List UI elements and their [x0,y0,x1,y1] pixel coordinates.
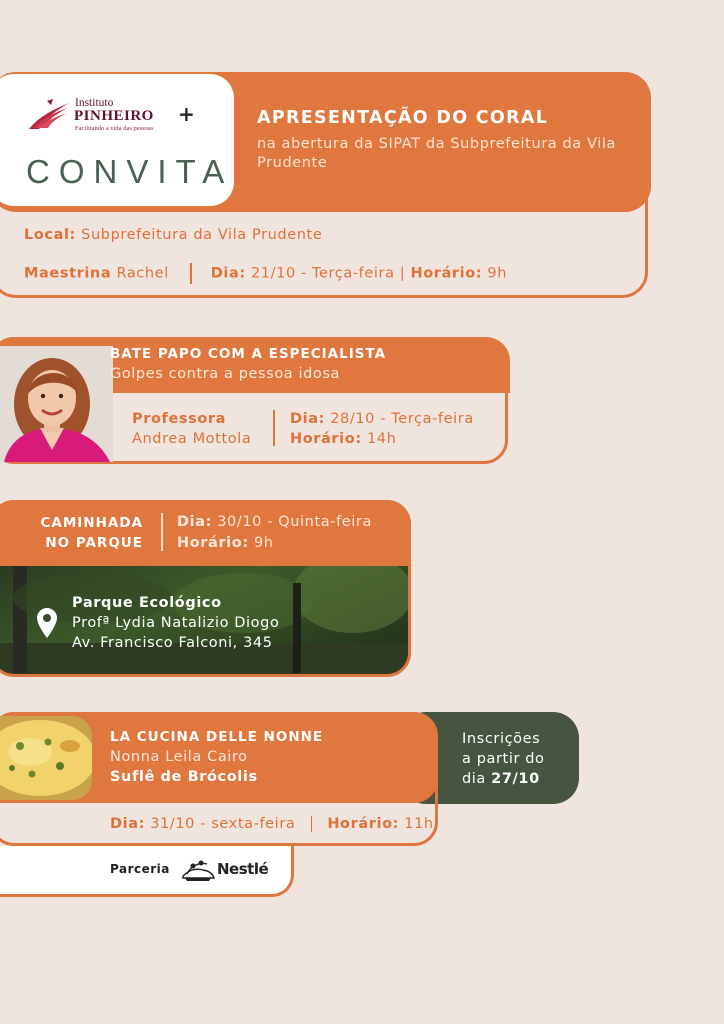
maestrina-value: Rachel [116,265,169,282]
logo-tagline: Facilitando a vida das pessoas [75,125,154,132]
speaker-info [132,409,251,449]
especialista-subtitle: Golpes contra a pessoa idosa [110,366,341,382]
logo-instituto-text: Instituto [75,97,114,109]
horario-label: Horário: [327,816,400,832]
plus-sign: + [178,102,196,126]
maestrina-label: Maestrina [24,265,112,282]
inscricoes-line1: Inscrições [462,731,541,747]
dia-label: Dia: [177,514,212,530]
park-address [72,593,279,653]
caminhada-title-line1: CAMINHADA [40,515,143,531]
inscricoes-line3: dia [462,771,486,787]
coral-title: APRESENTAÇÃO DO CORAL [257,108,549,128]
divider [190,263,192,284]
horario-label: Horário: [290,431,362,447]
speaker-role: Professora [132,411,227,427]
dia-label: Dia: [290,411,325,427]
cucina-schedule [110,816,434,832]
divider [311,816,313,832]
dia-value: 21/10 - Terça-feira | [250,265,406,282]
dia-value: 30/10 - Quinta-feira [217,514,372,530]
horario-value: 9h [487,265,508,282]
inscricoes-line2: a partir do [462,751,545,767]
horario-value: 11h [404,816,434,832]
nestle-nest-icon [181,856,215,882]
convita-logo: CONVITA [26,153,234,190]
inscricoes-date: 27/10 [491,771,540,787]
divider [161,513,163,551]
coral-info-row [24,263,507,284]
cucina-title: LA CUCINA DELLE NONNE [110,729,324,745]
dia-value: 28/10 - Terça-feira [330,411,474,427]
caminhada-title-line2: NO PARQUE [45,535,143,551]
horario-value: 9h [253,535,274,551]
logo-pinheiro-text: PINHEIRO [74,108,154,124]
divider [273,410,275,446]
horario-label: Horário: [177,535,249,551]
nestle-logo: Nestlé [217,860,269,878]
caminhada-schedule [177,512,372,554]
pinheiro-logo-icon [27,97,71,131]
especialista-title: BATE PAPO COM A ESPECIALISTA [110,346,387,362]
local-value: Subprefeitura da Vila Prudente [81,227,323,243]
partner-label: Parceria [110,862,170,876]
dia-label: Dia: [110,816,145,832]
speaker-photo [0,346,113,462]
dia-value: 31/10 - sexta-feira [150,816,296,832]
park-line2: Profª Lydia Natalizio Diogo [72,615,280,631]
inscricoes-text [462,729,545,789]
dia-label: Dia: [210,265,246,282]
caminhada-title [40,513,143,553]
park-line3: Av. Francisco Falconi, 345 [72,635,273,651]
cucina-subtitle: Nonna Leila Cairo [110,749,248,765]
coral-location [24,227,322,243]
park-name: Parque Ecológico [72,595,222,611]
cucina-dish: Suflê de Brócolis [110,769,258,785]
map-pin-icon [37,608,57,638]
especialista-schedule [290,409,474,449]
coral-subtitle: na abertura da SIPAT da Subprefeitura da Vila Prudente [257,136,616,171]
souffle-photo [0,716,92,800]
horario-label: Horário: [410,265,483,282]
speaker-name: Andrea Mottola [132,431,252,447]
local-label: Local: [24,227,76,243]
horario-value: 14h [366,431,397,447]
